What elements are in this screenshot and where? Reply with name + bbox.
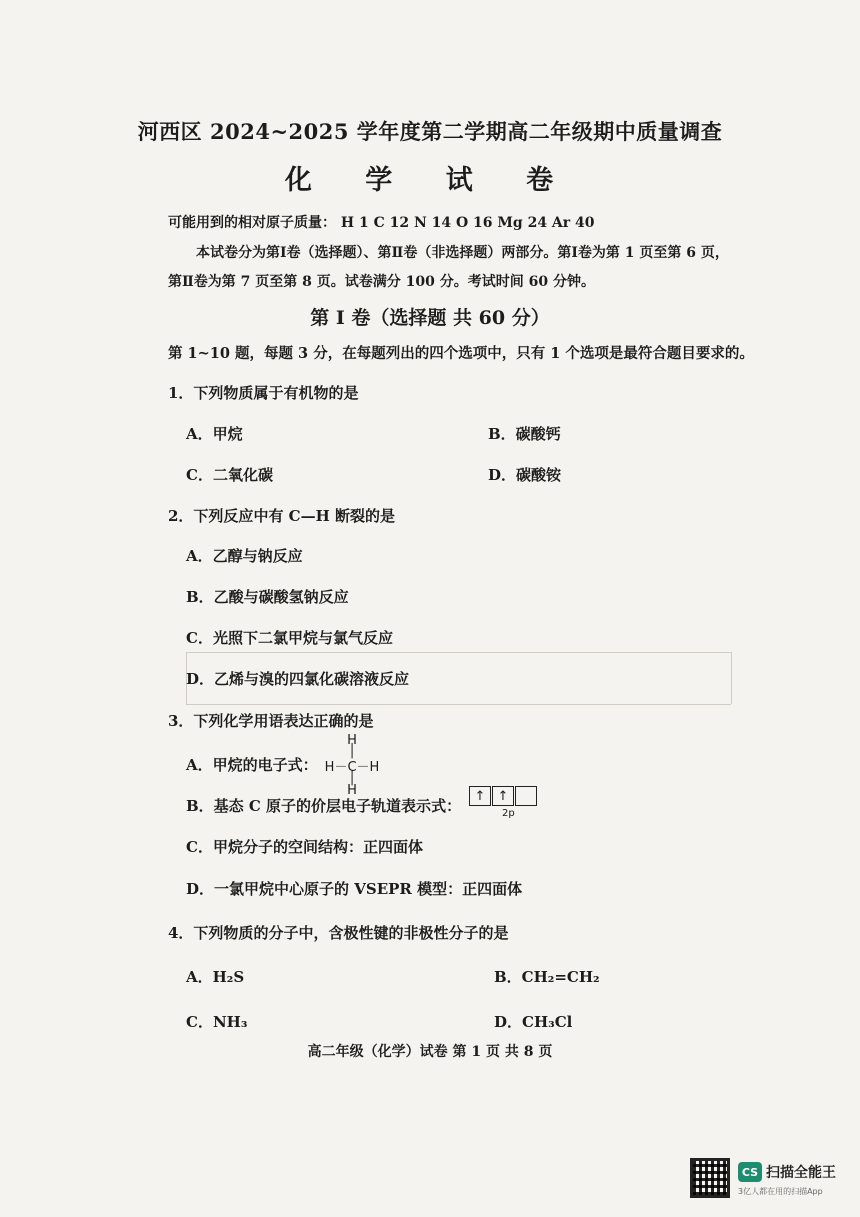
orbital-box (515, 786, 537, 806)
atomic-masses: 可能用到的相对原子质量： H 1 C 12 N 14 O 16 Mg 24 Ar 40 (168, 215, 595, 231)
orbital-box: ↑ (469, 786, 491, 806)
orbital-diagram (469, 786, 541, 806)
option-c: C．NH₃ (186, 1013, 248, 1031)
option-a: A．H₂S (186, 968, 245, 986)
intro-line-1: 本试卷分为第Ⅰ卷（选择题）、第Ⅱ卷（非选择题）两部分。第Ⅰ卷为第 1 页至第 6 页， (196, 245, 729, 261)
question-stem: 4．下列物质的分子中，含极性键的非极性分子的是 (168, 924, 509, 942)
option-d: D．碳酸铵 (488, 466, 562, 484)
ghost-table-line (186, 652, 731, 653)
question-stem: 3．下列化学用语表达正确的是 (168, 712, 374, 730)
lewis-h-top: H (347, 733, 357, 748)
option-b: B．碳酸钙 (488, 425, 561, 443)
ghost-table-line (186, 704, 731, 705)
ghost-table-line (731, 652, 732, 704)
subject-title: 化 学 试 卷 (284, 165, 576, 196)
option-b: B．CH₂=CH₂ (494, 968, 600, 986)
lewis-structure (322, 733, 382, 798)
option-c: C．甲烷分子的空间结构：正四面体 (186, 838, 423, 856)
lewis-middle: H－C－H (324, 760, 380, 775)
option-a: A．甲烷 (186, 425, 243, 443)
intro-line-2: 第Ⅱ卷为第 7 页至第 8 页。试卷满分 100 分。考试时间 60 分钟。 (168, 274, 595, 290)
scanner-tagline: 3亿人都在用的扫描App (738, 1187, 823, 1196)
option-b: B．基态 C 原子的价层电子轨道表示式： (186, 797, 462, 815)
camscanner-logo: CS (738, 1162, 762, 1182)
bond-mark: │ (348, 771, 356, 786)
orbital-label: 2p (502, 808, 515, 819)
bond-mark: │ (348, 744, 356, 759)
option-d: D．乙烯与溴的四氯化碳溶液反应 (186, 670, 410, 688)
section-instruction: 第 1~10 题，每题 3 分，在每题列出的四个选项中，只有 1 个选项是最符合题目要求的。 (168, 345, 754, 362)
option-b: B．乙酸与碳酸氢钠反应 (186, 588, 349, 606)
option-c: C．光照下二氯甲烷与氯气反应 (186, 629, 393, 647)
question-stem: 2．下列反应中有 C—H 断裂的是 (168, 507, 395, 525)
qr-code-icon (690, 1158, 730, 1198)
option-d: D．CH₃Cl (494, 1013, 573, 1031)
scanner-app-name: 扫描全能王 (766, 1165, 836, 1181)
option-a: A．乙醇与钠反应 (186, 547, 303, 565)
option-d: D．一氯甲烷中心原子的 VSEPR 模型：正四面体 (186, 880, 523, 898)
lewis-h-bottom: H (347, 783, 357, 798)
section-heading: 第 I 卷（选择题 共 60 分） (310, 307, 550, 329)
question-stem: 1．下列物质属于有机物的是 (168, 384, 359, 402)
page-footer: 高二年级（化学）试卷 第 1 页 共 8 页 (307, 1044, 553, 1060)
orbital-box: ↑ (492, 786, 514, 806)
exam-title: 河西区 2024~2025 学年度第二学期高二年级期中质量调查 (137, 119, 723, 144)
option-a: A．甲烷的电子式： (186, 756, 318, 774)
option-c: C．二氧化碳 (186, 466, 273, 484)
